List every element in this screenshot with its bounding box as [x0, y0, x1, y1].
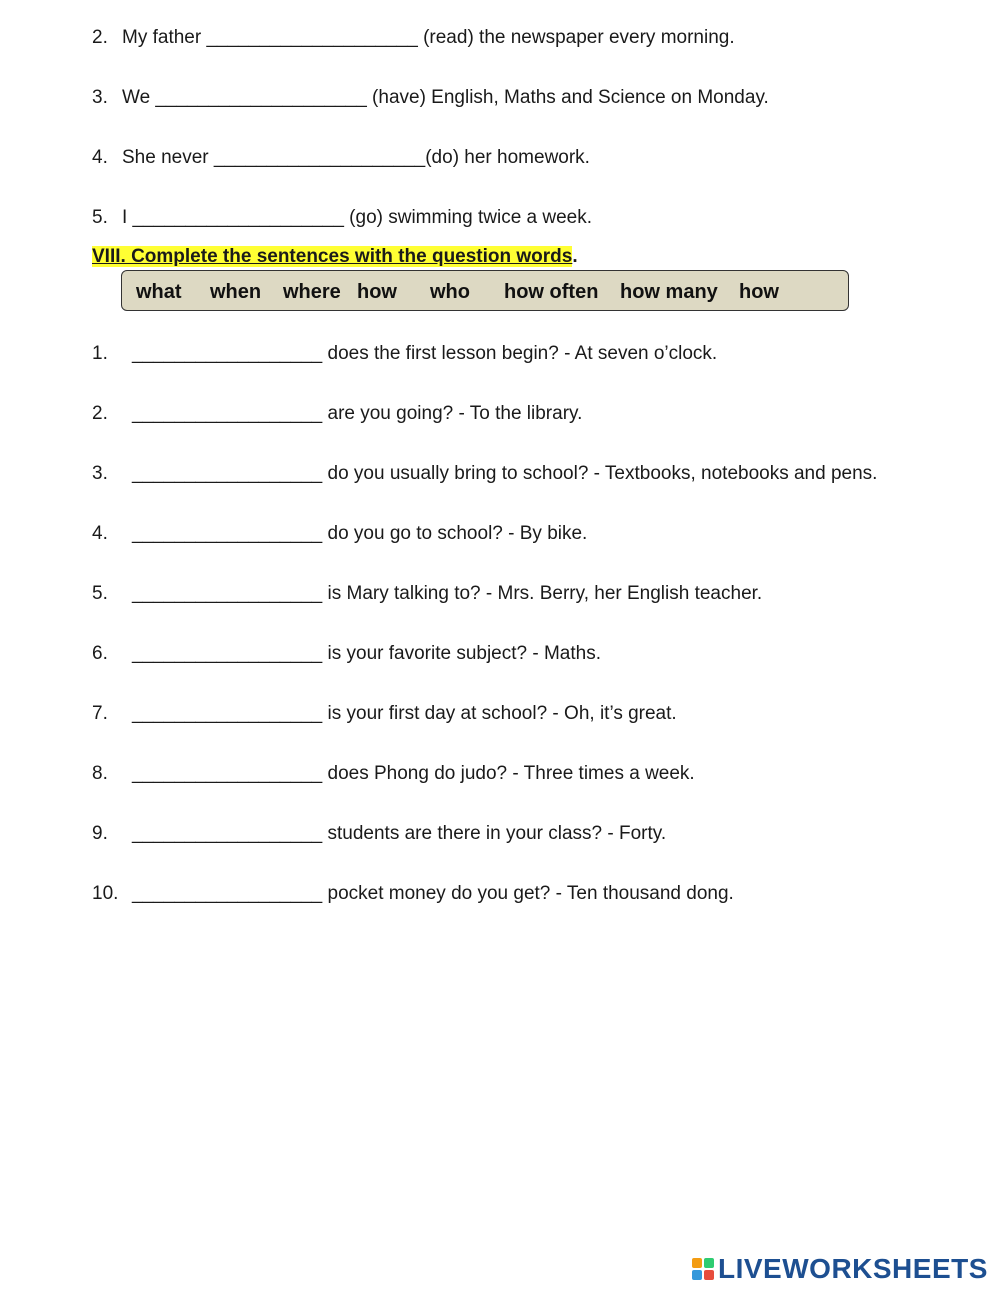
answer-blank[interactable]: __________________	[132, 523, 323, 544]
exercise-item	[92, 86, 769, 110]
item-number: 2.	[92, 27, 108, 48]
item-number: 5.	[92, 207, 108, 228]
item-number: 4.	[92, 147, 108, 168]
question-number: 1.	[92, 343, 108, 364]
item-text: She never ____________________(do) her homework.	[122, 147, 590, 168]
answer-blank[interactable]: __________________	[132, 823, 323, 844]
logo-cell	[704, 1258, 714, 1268]
answer-blank[interactable]: __________________	[132, 463, 323, 484]
question-text: do you usually bring to school? - Textbooks, notebooks and pens.	[327, 463, 878, 484]
question-number: 3.	[92, 463, 108, 484]
answer-blank[interactable]: __________________	[132, 883, 323, 904]
word-bank-item: how	[357, 281, 397, 303]
logo-mark-icon	[692, 1258, 714, 1280]
logo-cell	[692, 1258, 702, 1268]
answer-blank[interactable]: __________________	[132, 583, 323, 604]
question-number: 4.	[92, 523, 108, 544]
question-item	[92, 462, 877, 486]
question-item	[92, 342, 717, 366]
word-bank-item: when	[210, 281, 262, 303]
liveworksheets-logo	[692, 1252, 988, 1286]
word-bank	[121, 270, 849, 311]
word-bank-item: how often	[504, 281, 599, 303]
question-text: does the first lesson begin? - At seven o’clock.	[327, 343, 718, 364]
question-number: 9.	[92, 823, 108, 844]
question-text: do you go to school? - By bike.	[327, 523, 588, 544]
answer-blank[interactable]: __________________	[132, 703, 323, 724]
logo-cell	[692, 1270, 702, 1280]
answer-blank[interactable]: __________________	[132, 763, 323, 784]
question-item	[92, 822, 666, 846]
question-item	[92, 402, 582, 426]
question-number: 2.	[92, 403, 108, 424]
question-text: is Mary talking to? - Mrs. Berry, her English teacher.	[327, 583, 763, 604]
question-item	[92, 882, 734, 906]
question-text: is your first day at school? - Oh, it’s great.	[327, 703, 677, 724]
item-text: My father ____________________ (read) the newspaper every morning.	[122, 27, 735, 48]
answer-blank[interactable]: __________________	[132, 403, 323, 424]
item-text: I ____________________ (go) swimming twice a week.	[122, 207, 593, 228]
question-item	[92, 642, 601, 666]
brand-name: LIVEWORKSHEETS	[718, 1253, 988, 1284]
section-title-suffix: .	[572, 246, 578, 267]
question-number: 8.	[92, 763, 108, 784]
question-text: are you going? - To the library.	[327, 403, 583, 424]
question-number: 5.	[92, 583, 108, 604]
question-number: 10.	[92, 883, 119, 904]
question-item	[92, 522, 587, 546]
word-bank-item: who	[430, 281, 470, 303]
question-text: students are there in your class? - Forty.	[327, 823, 667, 844]
question-item	[92, 582, 762, 606]
question-item	[92, 702, 677, 726]
logo-cell	[704, 1270, 714, 1280]
word-bank-item: how many	[620, 281, 718, 303]
exercise-item	[92, 146, 590, 170]
question-text: pocket money do you get? - Ten thousand dong.	[327, 883, 734, 904]
question-text: does Phong do judo? - Three times a week.	[327, 763, 695, 784]
answer-blank[interactable]: __________________	[132, 343, 323, 364]
word-bank-item: where	[283, 281, 341, 303]
item-text: We ____________________ (have) English, Maths and Science on Monday.	[122, 87, 769, 108]
section-title-text: VIII. Complete the sentences with the question words	[92, 246, 573, 267]
word-bank-item: how	[739, 281, 779, 303]
question-item	[92, 762, 695, 786]
question-number: 6.	[92, 643, 108, 664]
question-text: is your favorite subject? - Maths.	[327, 643, 601, 664]
answer-blank[interactable]: __________________	[132, 643, 323, 664]
exercise-item	[92, 26, 735, 50]
item-number: 3.	[92, 87, 108, 108]
word-bank-item: what	[136, 281, 182, 303]
question-number: 7.	[92, 703, 108, 724]
section-title	[92, 245, 578, 269]
exercise-item	[92, 206, 592, 230]
